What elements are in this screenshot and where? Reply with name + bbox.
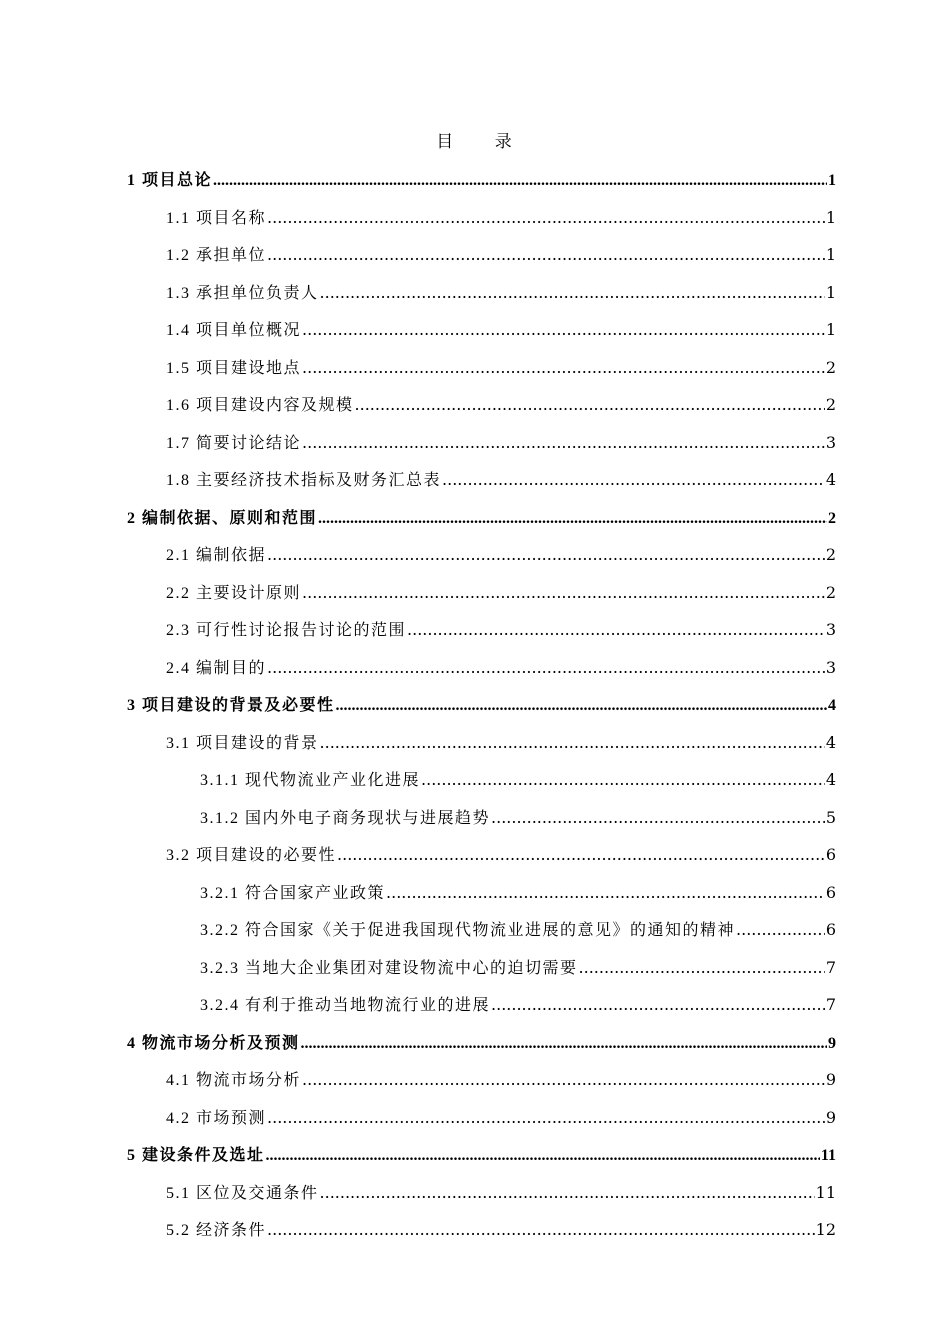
toc-entry-page-number: 1: [825, 282, 836, 302]
toc-entry-label: 1.4 项目单位概况: [166, 322, 302, 340]
toc-entry-level-1[interactable]: [0, 685, 950, 723]
toc-entry-page-number: 5: [825, 807, 836, 827]
toc-entry-line: [166, 355, 836, 378]
toc-entry-label: 5.2 经济条件: [166, 1222, 267, 1240]
toc-entry-line: [166, 1067, 836, 1090]
toc-entry-level-1[interactable]: [0, 1135, 950, 1173]
table-of-contents: [0, 160, 950, 1248]
dot-leader: [320, 733, 825, 752]
toc-entry-page-number: 4: [825, 732, 836, 752]
toc-entry-label: 4.1 物流市场分析: [166, 1072, 302, 1090]
toc-entry-level-2[interactable]: [0, 235, 950, 273]
dot-leader: [355, 395, 825, 414]
toc-entry-line: [166, 580, 836, 603]
toc-entry-line: [127, 692, 836, 715]
dot-leader: [302, 358, 825, 377]
toc-entry-page-number: 11: [815, 1182, 836, 1202]
toc-entry-line: [166, 467, 836, 490]
toc-entry-level-3[interactable]: [0, 948, 950, 986]
toc-entry-page-number: 7: [825, 995, 836, 1015]
dot-leader: [267, 545, 825, 564]
toc-entry-label: 1.6 项目建设内容及规模: [166, 397, 354, 415]
dot-leader: [579, 958, 825, 977]
toc-entry-page-number: 3: [825, 620, 836, 640]
toc-entry-line: [127, 1030, 836, 1053]
toc-entry-level-2[interactable]: [0, 535, 950, 573]
toc-entry-line: [166, 655, 836, 678]
toc-entry-line: [166, 1180, 836, 1203]
dot-leader: [302, 433, 825, 452]
toc-entry-label: 3.2.3 当地大企业集团对建设物流中心的迫切需要: [200, 959, 578, 977]
dot-leader: [386, 883, 825, 902]
toc-entry-line: [166, 430, 836, 453]
toc-entry-label: 3.1 项目建设的背景: [166, 734, 319, 752]
toc-entry-line: [166, 280, 836, 303]
dot-leader: [421, 770, 825, 789]
toc-entry-line: [127, 1142, 836, 1165]
toc-entry-label: 3.2.2 符合国家《关于促进我国现代物流业进展的意见》的通知的精神: [200, 922, 736, 940]
toc-entry-label: 1.8 主要经济技术指标及财务汇总表: [166, 472, 442, 490]
toc-entry-label: 3.2.1 符合国家产业政策: [200, 884, 386, 902]
toc-entry-line: [127, 505, 836, 528]
toc-entry-line: [200, 767, 836, 790]
toc-entry-label: 1.2 承担单位: [166, 247, 267, 265]
toc-entry-level-2[interactable]: [0, 1173, 950, 1211]
dot-leader: [491, 808, 825, 827]
toc-entry-line: [166, 317, 836, 340]
dot-leader: [320, 1183, 815, 1202]
toc-entry-page-number: 3: [825, 432, 836, 452]
dot-leader: [337, 845, 825, 864]
toc-entry-level-1[interactable]: [0, 160, 950, 198]
toc-entry-page-number: 6: [825, 920, 836, 940]
toc-entry-label: 2.3 可行性讨论报告讨论的范围: [166, 622, 407, 640]
toc-entry-line: [166, 617, 836, 640]
dot-leader: [336, 697, 827, 715]
dot-leader: [302, 583, 825, 602]
toc-entry-page-number: 1: [828, 172, 836, 190]
toc-entry-page-number: 1: [825, 207, 836, 227]
toc-entry-line: [166, 1105, 836, 1128]
toc-entry-page-number: 9: [828, 1034, 836, 1052]
dot-leader: [320, 283, 825, 302]
toc-entry-level-2[interactable]: [0, 1210, 950, 1248]
dot-leader: [442, 470, 825, 489]
toc-entry-level-2[interactable]: [0, 423, 950, 461]
toc-entry-level-2[interactable]: [0, 573, 950, 611]
toc-entry-line: [200, 992, 836, 1015]
toc-entry-level-2[interactable]: [0, 835, 950, 873]
toc-entry-level-2[interactable]: [0, 273, 950, 311]
toc-entry-label: 4.2 市场预测: [166, 1109, 267, 1127]
toc-entry-page-number: 2: [825, 357, 836, 377]
dot-leader: [318, 510, 827, 528]
toc-entry-page-number: 4: [825, 770, 836, 790]
toc-entry-label: 2.2 主要设计原则: [166, 584, 302, 602]
toc-entry-line: [166, 392, 836, 415]
dot-leader: [267, 1108, 825, 1127]
toc-entry-label: 1.7 简要讨论结论: [166, 434, 302, 452]
toc-entry-level-2[interactable]: [0, 1060, 950, 1098]
toc-entry-page-number: 2: [825, 545, 836, 565]
dot-leader: [407, 620, 825, 639]
dot-leader: [213, 172, 827, 190]
toc-entry-level-3[interactable]: [0, 873, 950, 911]
toc-entry-line: [127, 167, 836, 190]
toc-entry-level-3[interactable]: [0, 798, 950, 836]
toc-entry-label: 4 物流市场分析及预测: [127, 1034, 300, 1052]
toc-entry-level-2[interactable]: [0, 310, 950, 348]
toc-entry-page-number: 1: [825, 245, 836, 265]
toc-entry-page-number: 3: [825, 657, 836, 677]
toc-entry-page-number: 9: [825, 1107, 836, 1127]
toc-entry-level-2[interactable]: [0, 648, 950, 686]
toc-entry-level-3[interactable]: [0, 910, 950, 948]
toc-entry-level-2[interactable]: [0, 348, 950, 386]
toc-entry-label: 2.4 编制目的: [166, 659, 267, 677]
toc-entry-page-number: 6: [825, 882, 836, 902]
toc-entry-level-2[interactable]: [0, 610, 950, 648]
dot-leader: [736, 920, 825, 939]
toc-entry-label: 1.3 承担单位负责人: [166, 284, 319, 302]
toc-entry-page-number: 2: [825, 395, 836, 415]
toc-entry-page-number: 1: [825, 320, 836, 340]
toc-entry-label: 5.1 区位及交通条件: [166, 1184, 319, 1202]
toc-entry-level-2[interactable]: [0, 460, 950, 498]
toc-entry-line: [200, 805, 836, 828]
toc-entry-page-number: 2: [825, 582, 836, 602]
toc-entry-page-number: 7: [825, 957, 836, 977]
toc-entry-page-number: 6: [825, 845, 836, 865]
dot-leader: [266, 1147, 820, 1165]
toc-entry-level-3[interactable]: [0, 760, 950, 798]
toc-entry-page-number: 12: [815, 1220, 836, 1240]
toc-title: 目 录: [436, 132, 530, 152]
toc-entry-line: [200, 880, 836, 903]
toc-entry-level-1[interactable]: [0, 498, 950, 536]
dot-leader: [267, 1220, 815, 1239]
dot-leader: [302, 320, 825, 339]
toc-entry-level-1[interactable]: [0, 1023, 950, 1061]
toc-entry-line: [200, 955, 836, 978]
toc-entry-line: [166, 542, 836, 565]
toc-entry-label: 3 项目建设的背景及必要性: [127, 697, 335, 715]
toc-entry-label: 1.5 项目建设地点: [166, 359, 302, 377]
dot-leader: [491, 995, 825, 1014]
toc-entry-page-number: 11: [820, 1147, 836, 1165]
toc-entry-label: 3.1.2 国内外电子商务现状与进展趋势: [200, 809, 491, 827]
toc-entry-line: [166, 242, 836, 265]
toc-entry-line: [166, 205, 836, 228]
toc-entry-label: 3.1.1 现代物流业产业化进展: [200, 772, 421, 790]
dot-leader: [267, 658, 825, 677]
toc-entry-page-number: 4: [828, 697, 836, 715]
toc-entry-label: 2.1 编制依据: [166, 547, 267, 565]
toc-entry-line: [200, 917, 836, 940]
toc-entry-level-3[interactable]: [0, 985, 950, 1023]
toc-entry-level-2[interactable]: [0, 385, 950, 423]
toc-entry-line: [166, 730, 836, 753]
dot-leader: [302, 1070, 825, 1089]
dot-leader: [267, 245, 825, 264]
toc-entry-label: 5 建设条件及选址: [127, 1147, 265, 1165]
toc-entry-label: 1.1 项目名称: [166, 209, 267, 227]
toc-entry-label: 3.2.4 有利于推动当地物流行业的进展: [200, 997, 491, 1015]
toc-entry-level-2[interactable]: [0, 1098, 950, 1136]
toc-entry-level-2[interactable]: [0, 198, 950, 236]
toc-entry-page-number: 2: [828, 509, 836, 527]
toc-entry-page-number: 4: [825, 470, 836, 490]
toc-entry-level-2[interactable]: [0, 723, 950, 761]
dot-leader: [301, 1035, 827, 1053]
toc-entry-label: 3.2 项目建设的必要性: [166, 847, 337, 865]
toc-entry-label: 2 编制依据、原则和范围: [127, 509, 318, 527]
dot-leader: [267, 208, 825, 227]
toc-entry-label: 1 项目总论: [127, 172, 213, 190]
toc-entry-line: [166, 1217, 836, 1240]
toc-entry-line: [166, 842, 836, 865]
toc-entry-page-number: 9: [825, 1070, 836, 1090]
